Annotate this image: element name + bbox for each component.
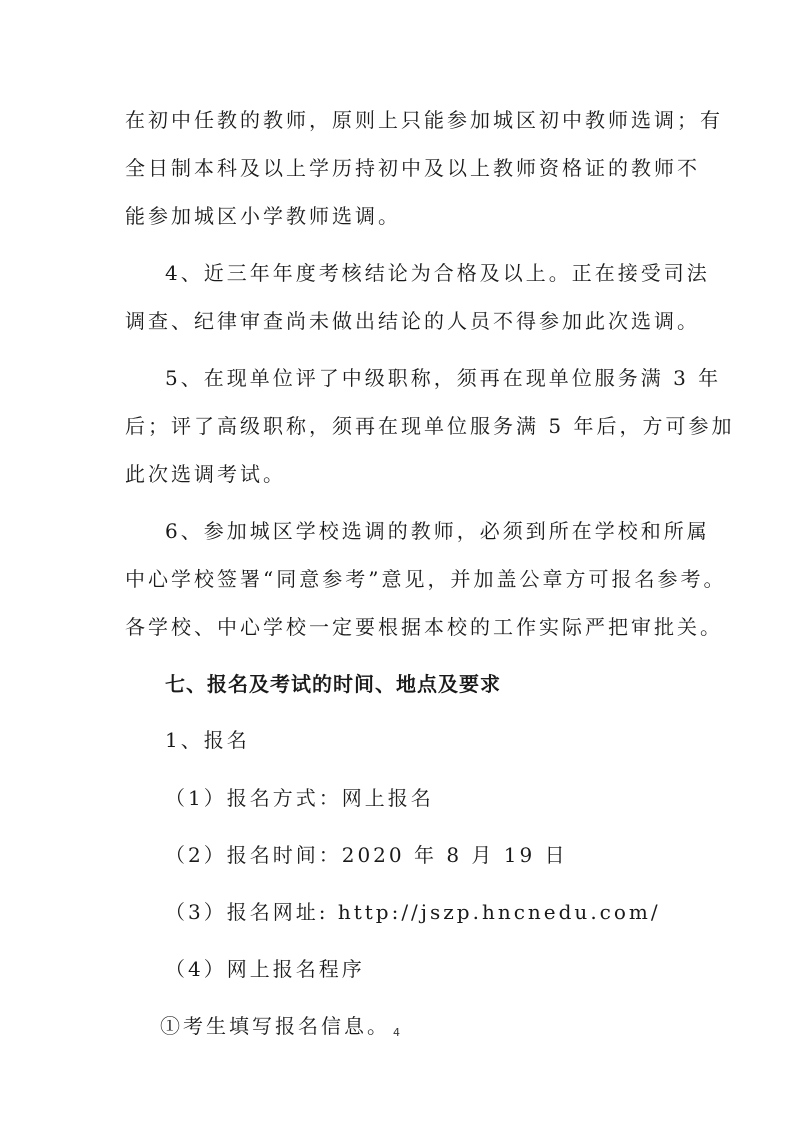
list-item: （4）网上报名程序 [165,957,365,981]
paragraph-line: 后；评了高级职称，须再在现单位服务满 5 年后，方可参加 [125,414,735,438]
list-item: （2）报名时间：2020 年 8 月 19 日 [165,843,568,867]
paragraph-line: 在初中任教的教师，原则上只能参加城区初中教师选调；有 [125,108,723,132]
paragraph-line: 调查、纪律审查尚未做出结论的人员不得参加此次选调。 [125,309,700,333]
paragraph-line: 各学校、中心学校一定要根据本校的工作实际严把审批关。 [125,615,723,639]
paragraph-line: 此次选调考试。 [125,462,286,486]
step-item: ①考生填写报名信息。 [160,1014,390,1038]
paragraph-line: 中心学校签署“同意参考”意见，并加盖公章方可报名参考。 [125,567,727,591]
page-number: 4 [393,1026,400,1039]
paragraph-line: 能参加城区小学教师选调。 [125,204,401,228]
paragraph-line: 4、近三年年度考核结论为合格及以上。正在接受司法 [165,261,710,285]
paragraph-line: 6、参加城区学校选调的教师，必须到所在学校和所属 [165,519,710,543]
list-item: （1）报名方式：网上报名 [165,786,434,810]
subsection-heading: 1、报名 [165,728,250,752]
list-item: （3）报名网址: http://jszp.hncnedu.com/ [165,900,661,924]
paragraph-line: 5、在现单位评了中级职称，须再在现单位服务满 3 年 [165,366,722,390]
paragraph-line: 全日制本科及以上学历持初中及以上教师资格证的教师不 [125,156,700,180]
section-heading: 七、报名及考试的时间、地点及要求 [165,672,501,696]
